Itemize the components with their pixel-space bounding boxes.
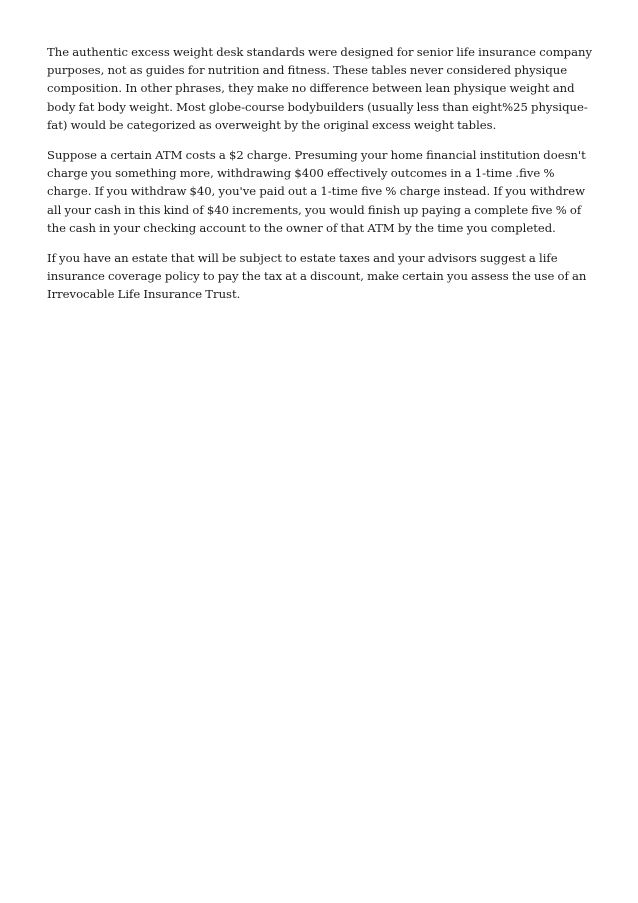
- paragraph-atm-charge: Suppose a certain ATM costs a $2 charge. Presuming your home financial institution doesn't charge you something more, withdrawing $400 effectively outcomes in a 1-time .five % charge. If you withdraw $40, you've paid out a 1-time five % charge instead. If you withdrew all your cash in this kind of $40 increments, you would finish up paying a complete five % of the cash in your checking account to the owner of that ATM by the time you completed.: [47, 148, 586, 235]
- document-body: [47, 43, 595, 316]
- paragraph-estate-trust: If you have an estate that will be subject to estate taxes and your advisors suggest a life insurance coverage policy to pay the tax at a discount, make certain you assess the use of an Irrevocable Life Insurance Trust.: [47, 251, 587, 302]
- paragraph-weight-tables: The authentic excess weight desk standards were designed for senior life insurance company purposes, not as guides for nutrition and fitness. These tables never considered physique composition. In other phrases, they make no difference between lean physique weight and body fat body weight. Most globe-course bodybuilders (usually less than eight%25 physique-fat) would be categorized as overweight by the original excess weight tables.: [47, 45, 593, 132]
